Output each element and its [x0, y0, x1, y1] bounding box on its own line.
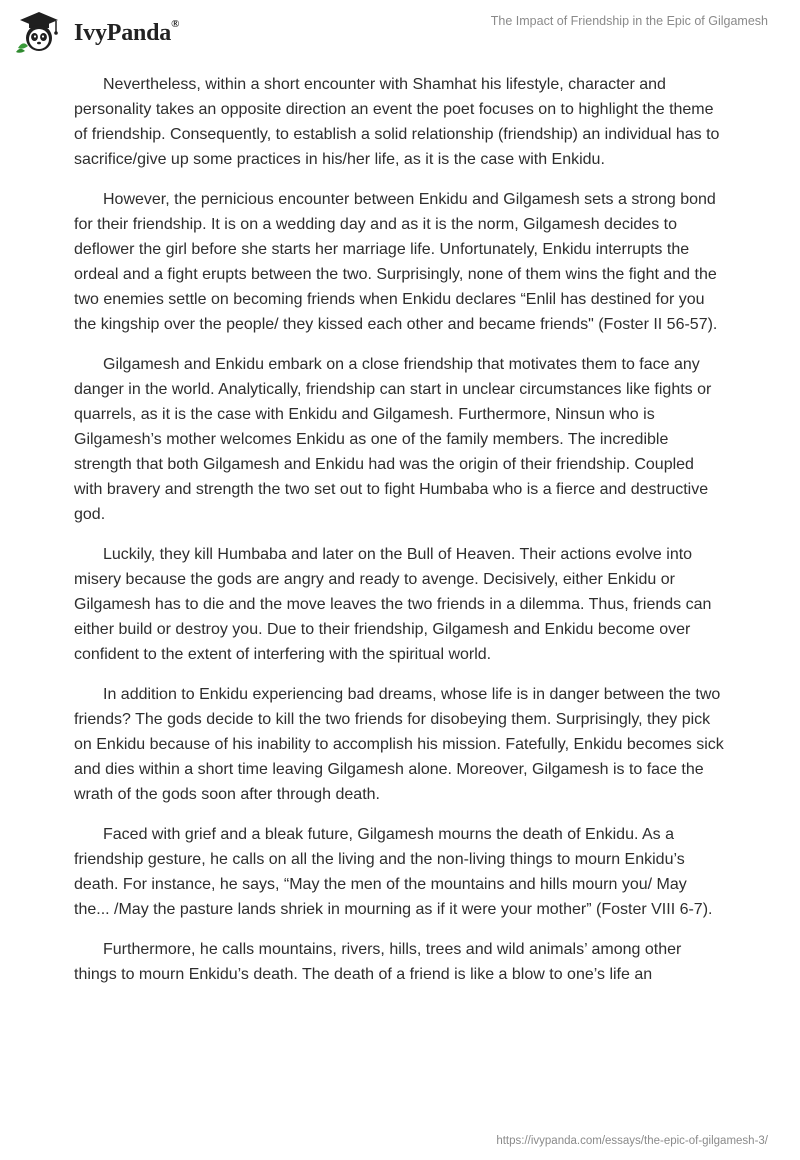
panda-graduate-icon	[14, 10, 64, 54]
essay-body	[74, 72, 726, 1002]
brand-name-text: IvyPanda	[74, 19, 172, 46]
paragraph: In addition to Enkidu experiencing bad dreams, whose life is in danger between the two friends? The gods decide to kill the two friends for disobeying them. Surprisingly, they pick on Enkidu because of his inability to accomplish his mission. Fatefully, Enkidu becomes sick and dies within a short time leaving Gilgamesh alone. Moreover, Gilgamesh is to face the wrath of the gods soon after through death.	[74, 686, 724, 803]
paragraph: Faced with grief and a bleak future, Gilgamesh mourns the death of Enkidu. As a friendship gesture, he calls on all the living and the non-living things to mourn Enkidu’s death. For instance, he says, “May the men of the mountains and hills mourn you/ May the... /May the pasture lands shriek in mourning as if it were your mother” (Foster VIII 6-7).	[74, 826, 713, 918]
paragraph: Furthermore, he calls mountains, rivers, hills, trees and wild animals’ among other things to mourn Enkidu’s death. The death of a friend is like a blow to one’s life an	[74, 941, 682, 983]
brand-logo[interactable]	[14, 10, 179, 54]
document-title: The Impact of Friendship in the Epic of Gilgamesh	[490, 14, 768, 28]
paragraph: Gilgamesh and Enkidu embark on a close friendship that motivates them to face any danger in the world. Analytically, friendship can start in unclear circumstances like fights or quarrels, as it is the case with Enkidu and Gilgamesh. Furthermore, Ninsun who is Gilgamesh’s mother welcomes Enkidu as one of the family members. The incredible strength that both Gilgamesh and Enkidu had was the origin of their friendship. Coupled with bravery and strength the two set out to fight Humbaba who is a fierce and destructive god.	[74, 356, 712, 523]
brand-name	[74, 17, 180, 47]
paragraph: However, the pernicious encounter between Enkidu and Gilgamesh sets a strong bond for their friendship. It is on a wedding day and as it is the norm, Gilgamesh decides to deflower the girl before she starts her marriage life. Unfortunately, Enkidu interrupts the ordeal and a fight erupts between the two. Surprisingly, none of them wins the fight and the two enemies settle on becoming friends when Enkidu declares “Enlil has destined for you the kingship over the people/ they kissed each other and became friends" (Foster II 56-57).	[74, 191, 718, 333]
source-url-link[interactable]: https://ivypanda.com/essays/the-epic-of-gilgamesh-3/	[496, 1135, 768, 1147]
paragraph: Luckily, they kill Humbaba and later on the Bull of Heaven. Their actions evolve into misery because the gods are angry and ready to avenge. Decisively, either Enkidu or Gilgamesh has to die and the move leaves the two friends in a dilemma. Thus, friends can either build or destroy you. Due to their friendship, Gilgamesh and Enkidu become over confident to the extent of interfering with the spiritual world.	[74, 546, 712, 663]
page-header	[0, 0, 800, 60]
paragraph: Nevertheless, within a short encounter with Shamhat his lifestyle, character and personality takes an opposite direction an event the poet focuses on to highlight the theme of friendship. Consequently, to establish a solid relationship (friendship) an individual has to sacrifice/give up some practices in his/her life, as it is the case with Enkidu.	[74, 76, 720, 168]
registered-mark: ®	[171, 17, 180, 30]
